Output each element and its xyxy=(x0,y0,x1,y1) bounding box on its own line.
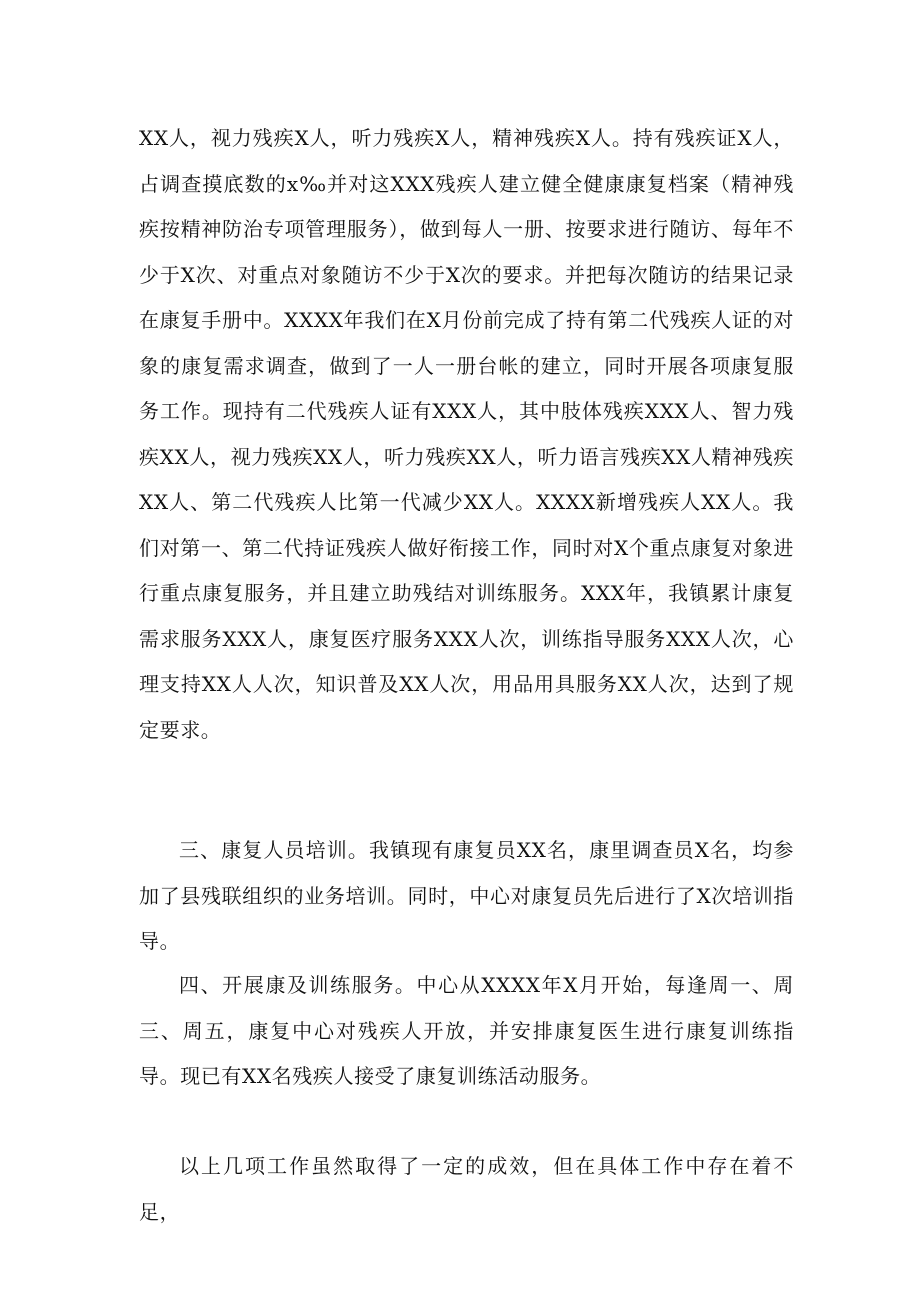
paragraph-summary: 以上几项工作虽然取得了一定的成效，但在具体工作中存在着不足， xyxy=(139,1154,794,1224)
paragraph-rehab-statistics: XX人，视力残疾X人，听力残疾X人，精神残疾X人。持有残疾证X人，占调查摸底数的x‰并对这XXX残疾人建立健全健康康复档案（精神残疾按精神防治专项管理服务），做到每人一册、按要求进行随访、每年不少于X次、对重点对象随访不少于X次的要求。并把每次随访的结果记录在康复手册中。XXXX年我们在X月份前完成了持有第二代残疾人证的对象的康复需求调查，做到了一人一册台帐的建立，同时开展各项康复服务工作。现持有二代残疾人证有XXX人，其中肢体残疾XXX人、智力残疾XX人，视力残疾XX人，听力残疾XX人，听力语言残疾XX人精神残疾XX人、第二代残疾人比第一代减少XX人。XXXX新增残疾人XX人。我们对第一、第二代持证残疾人做好衔接工作，同时对X个重点康复对象进行重点康复服务，并且建立助残结对训练服务。XXX年，我镇累计康复需求服务XXX人，康复医疗服务XXX人次，训练指导服务XXX人次，心理支持XX人人次，知识普及XX人次，用品用具服务XX人次，达到了规定要求。 xyxy=(139,126,794,742)
paragraph-training-service: 四、开展康及训练服务。中心从XXXX年X月开始，每逢周一、周三、周五，康复中心对残疾人开放，并安排康复医生进行康复训练指导。现已有XX名残疾人接受了康复训练活动服务。 xyxy=(139,973,794,1088)
paragraph-staff-training: 三、康复人员培训。我镇现有康复员XX名，康里调查员X名，均参加了县残联组织的业务培训。同时，中心对康复员先后进行了X次培训指导。 xyxy=(139,838,794,953)
